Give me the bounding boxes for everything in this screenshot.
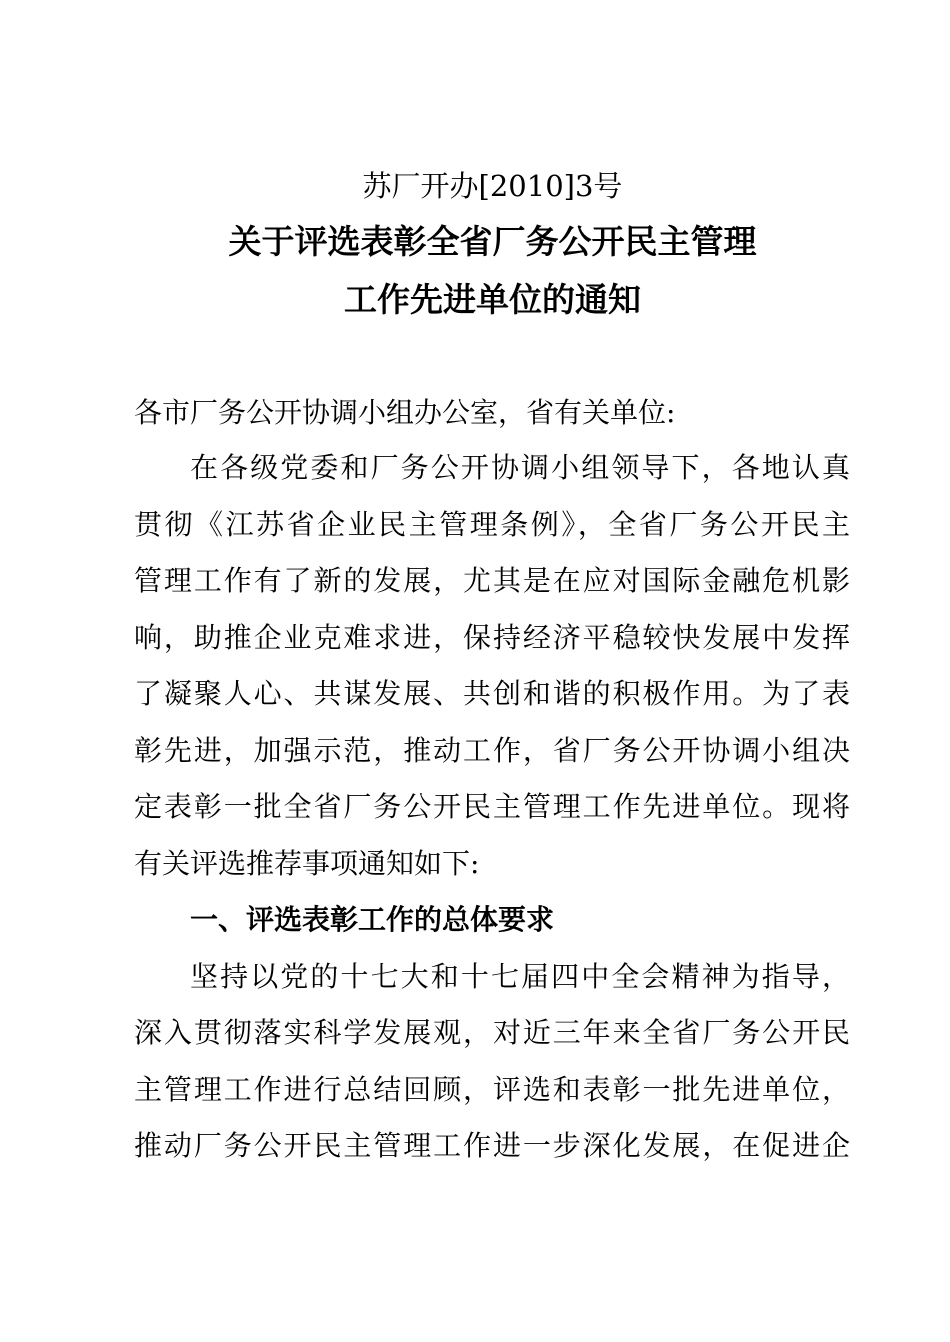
paragraph-2-line: 主管理工作进行总结回顾，评选和表彰一批先进单位， [134,1073,850,1106]
paragraph-1-line: 定表彰一批全省厂务公开民主管理工作先进单位。现将 [134,790,850,823]
paragraph-1-line: 响，助推企业克难求进，保持经济平稳较快发展中发挥 [134,621,850,654]
paragraph-1-line: 彰先进，加强示范，推动工作，省厂务公开协调小组决 [134,734,850,767]
paragraph-2-line: 推动厂务公开民主管理工作进一步深化发展，在促进企 [134,1129,850,1162]
document-title-line-1: 关于评选表彰全省厂务公开民主管理 [228,222,757,261]
section-1-heading: 一、评选表彰工作的总体要求 [190,903,555,936]
document-title-line-2: 工作先进单位的通知 [344,280,641,319]
paragraph-1-line: 在各级党委和厂务公开协调小组领导下，各地认真 [190,451,850,484]
paragraph-1-line: 管理工作有了新的发展，尤其是在应对国际金融危机影 [134,564,850,597]
paragraph-2-line: 坚持以党的十七大和十七届四中全会精神为指导， [190,960,850,993]
paragraph-2-line: 深入贯彻落实科学发展观，对近三年来全省厂务公开民 [134,1016,850,1049]
paragraph-1-line: 贯彻《江苏省企业民主管理条例》，全省厂务公开民主 [134,508,850,541]
document-number: 苏厂开办[2010]3号 [362,169,623,203]
salutation: 各市厂务公开协调小组办公室，省有关单位: [134,396,676,429]
paragraph-1-line: 了凝聚人心、共谋发展、共创和谐的积极作用。为了表 [134,677,850,710]
paragraph-1-line: 有关评选推荐事项通知如下: [134,847,480,880]
